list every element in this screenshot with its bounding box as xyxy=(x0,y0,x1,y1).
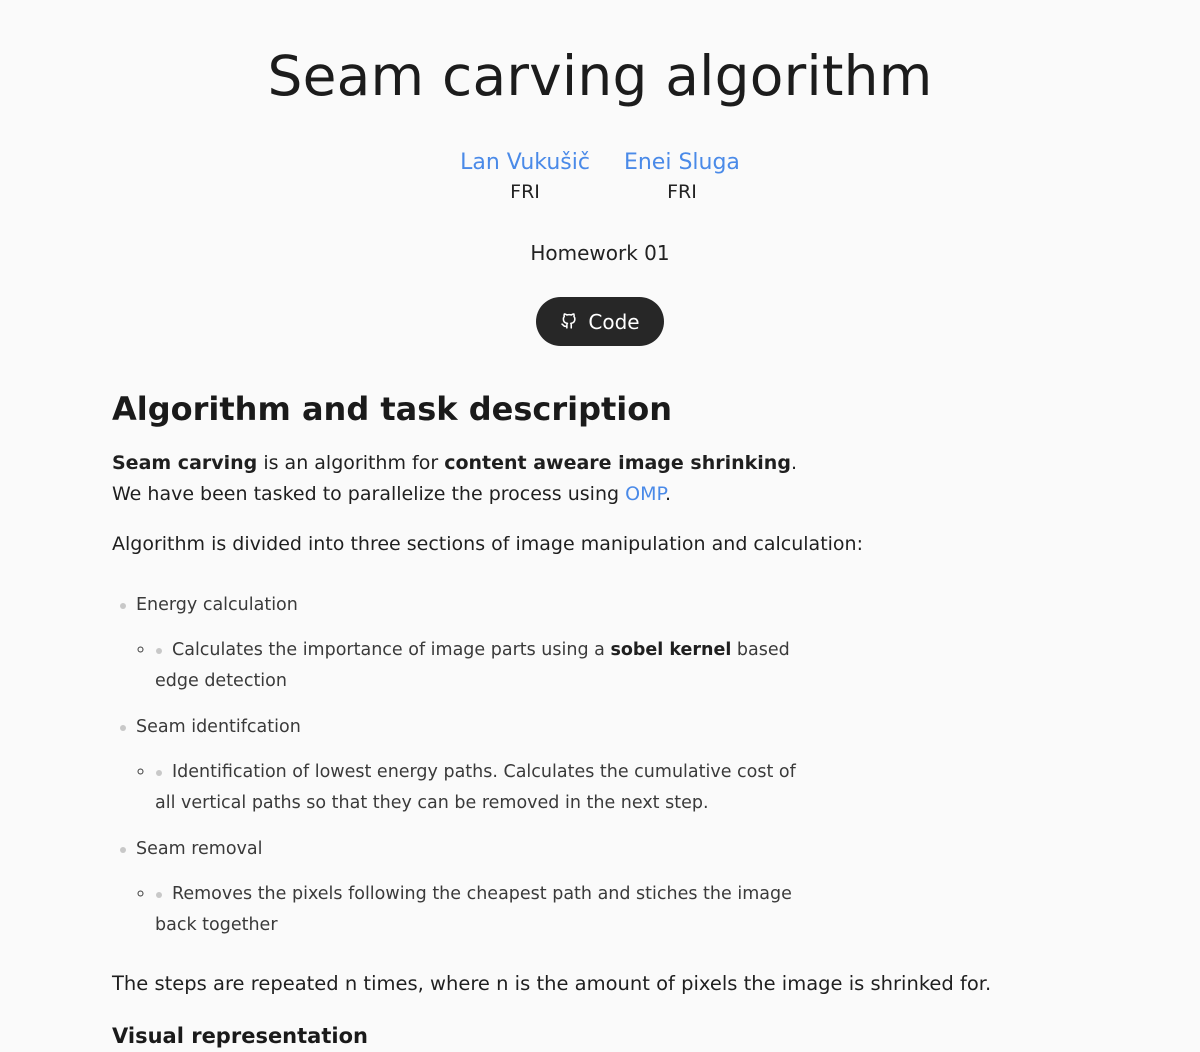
steps-list xyxy=(112,590,1072,941)
bold-seam-carving: Seam carving xyxy=(112,452,258,474)
main-content xyxy=(112,390,1072,1052)
divided-paragraph: Algorithm is divided into three sections of image manipulation and calculation: xyxy=(112,533,863,555)
list-item-detail xyxy=(155,635,812,697)
code-button-wrap xyxy=(0,297,1200,346)
detail-text: Calculates the importance of image parts using a xyxy=(172,640,611,660)
intro-line2: We have been tasked to parallelize the process using xyxy=(112,483,626,505)
bold-sobel-kernel: sobel kernel xyxy=(610,640,732,660)
list-item-seam-identification: Seam identifcation xyxy=(112,712,1072,743)
list-item-detail: ◦ Identification of lowest energy paths. Calculates the cumulative cost of all vertical paths so that they can be removed in the next step. xyxy=(155,757,812,819)
sub-list xyxy=(112,757,812,819)
detail-text: based edge detection xyxy=(155,640,790,691)
sub-list xyxy=(112,879,812,941)
intro-period: . xyxy=(790,452,797,474)
author-list xyxy=(0,150,1200,203)
github-icon xyxy=(560,310,578,334)
author-link-lan-vukusic[interactable]: Lan Vukušič xyxy=(460,150,590,175)
author-2 xyxy=(624,150,740,203)
repeat-paragraph: The steps are repeated n times, where n is the amount of pixels the image is shrinked for. xyxy=(112,972,992,995)
omp-link[interactable]: OMP xyxy=(625,483,665,505)
code-button[interactable] xyxy=(536,297,663,346)
author-link-enei-sluga[interactable]: Enei Sluga xyxy=(623,150,740,175)
venue-label: Homework 01 xyxy=(530,241,670,265)
visual-representation-heading: Visual representation xyxy=(112,1024,368,1048)
intro-text: is an algorithm for xyxy=(257,452,445,474)
intro-period: . xyxy=(664,483,672,505)
list-item-seam-removal: Seam removal xyxy=(112,834,1072,865)
author-affiliation: FRI xyxy=(510,181,540,203)
list-item-energy-calculation: Energy calculation xyxy=(112,590,1072,621)
author-affiliation: FRI xyxy=(667,181,697,203)
list-item-detail: ◦ Removes the pixels following the cheapest path and stiches the image back together xyxy=(155,879,812,941)
code-button-label: Code xyxy=(588,309,640,334)
intro-paragraph xyxy=(112,448,1072,510)
author-1 xyxy=(460,150,590,203)
bold-content-aware: content aweare image shrinking xyxy=(444,452,791,474)
section-heading: Algorithm and task description xyxy=(112,390,673,428)
page-title: Seam carving algorithm xyxy=(267,44,933,108)
sub-list xyxy=(112,635,812,697)
